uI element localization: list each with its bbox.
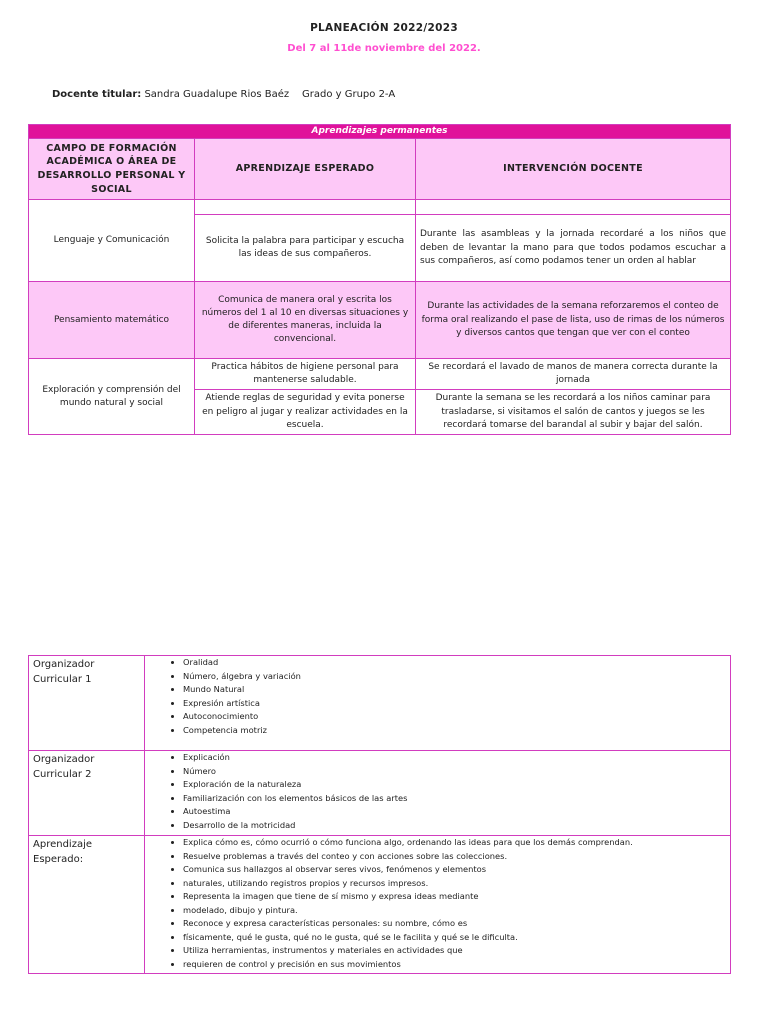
cell-intervencion: Durante la semana se les recordará a los niños caminar para trasladarse, si visitamos el salón de cantos y juegos se les recordará tomarse del barandal al subir y bajar del salón.	[416, 390, 731, 435]
list-item: • Utiliza herramientas, instrumentos y materiales en actividades que	[183, 944, 730, 958]
table-row	[29, 200, 731, 215]
header-intervencion: INTERVENCIÓN DOCENTE	[416, 139, 731, 200]
page-title: PLANEACIÓN 2022/2023	[310, 22, 458, 34]
list-item: • Explica cómo es, cómo ocurrió o cómo funciona algo, ordenando las ideas para que los demás comprendan.	[183, 836, 730, 850]
header-aprendizaje: APRENDIZAJE ESPERADO	[195, 139, 416, 200]
list-item: • Número, álgebra y variación	[183, 670, 730, 684]
row-label: Aprendizaje Esperado:	[29, 836, 145, 974]
list-item: • Desarrollo de la motricidad	[183, 819, 730, 833]
table-row	[29, 656, 731, 751]
bullet-cell	[145, 656, 731, 751]
list-item: • Exploración de la naturaleza	[183, 778, 730, 792]
bullet-list	[145, 656, 730, 737]
list-item: • Autoestima	[183, 805, 730, 819]
cell-campo: Lenguaje y Comunicación	[29, 200, 195, 282]
cell-intervencion: Durante las asambleas y la jornada recordaré a los niños que deben de levantar la mano para que todos podamos escuchar a sus compañeros, así como podamos tener un orden al hablar	[416, 215, 731, 282]
cell-intervencion: Se recordará el lavado de manos de manera correcta durante la jornada	[416, 359, 731, 390]
list-item: • Explicación	[183, 751, 730, 765]
date-range: Del 7 al 11de noviembre del 2022.	[287, 43, 481, 54]
bullet-list	[145, 836, 730, 971]
list-item: • modelado, dibujo y pintura.	[183, 904, 730, 918]
list-item: • Expresión artística	[183, 697, 730, 711]
cell-campo: Exploración y comprensión del mundo natural y social	[29, 359, 195, 435]
list-item: • naturales, utilizando registros propios y recursos impresos.	[183, 877, 730, 891]
bullet-cell	[145, 751, 731, 836]
list-item: • Autoconocimiento	[183, 710, 730, 724]
list-item: • físicamente, qué le gusta, qué no le gusta, qué se le facilita y qué se le dificulta.	[183, 931, 730, 945]
aprendizajes-table	[28, 124, 731, 435]
bullet-cell	[145, 836, 731, 974]
list-item: • Reconoce y expresa características personales: su nombre, cómo es	[183, 917, 730, 931]
docente-name: Sandra Guadalupe Rios Baéz	[144, 89, 290, 100]
cell-aprendizaje: Atiende reglas de seguridad y evita ponerse en peligro al jugar y realizar actividades en la escuela.	[195, 390, 416, 435]
organizadores-table	[28, 655, 731, 974]
cell-blank	[416, 200, 731, 215]
row-label: Organizador Curricular 1	[29, 656, 145, 751]
list-item: • Comunica sus hallazgos al observar seres vivos, fenómenos y elementos	[183, 863, 730, 877]
list-item: • Familiarización con los elementos básicos de las artes	[183, 792, 730, 806]
cell-blank	[195, 200, 416, 215]
row-label: Organizador Curricular 2	[29, 751, 145, 836]
table-banner-row	[29, 125, 731, 139]
table-row	[29, 751, 731, 836]
cell-aprendizaje: Solicita la palabra para participar y escucha las ideas de sus compañeros.	[195, 215, 416, 282]
cell-campo: Pensamiento matemático	[29, 282, 195, 359]
grado-grupo: Grado y Grupo 2-A	[302, 89, 396, 100]
docente-line	[52, 89, 289, 100]
cell-aprendizaje: Comunica de manera oral y escrita los números del 1 al 10 en diversas situaciones y de diferentes maneras, incluida la convencional.	[195, 282, 416, 359]
header-campo: CAMPO DE FORMACIÓN ACADÉMICA O ÁREA DE DESARROLLO PERSONAL Y SOCIAL	[29, 139, 195, 200]
table-header-row	[29, 139, 731, 200]
list-item: • requieren de control y precisión en sus movimientos	[183, 958, 730, 972]
table-row	[29, 836, 731, 974]
list-item: • Resuelve problemas a través del conteo y con acciones sobre las colecciones.	[183, 850, 730, 864]
list-item: • Oralidad	[183, 656, 730, 670]
table-row	[29, 282, 731, 359]
list-item: • Representa la imagen que tiene de sí mismo y expresa ideas mediante	[183, 890, 730, 904]
cell-intervencion: Durante las actividades de la semana reforzaremos el conteo de forma oral realizando el pase de lista, uso de rimas de los números y diversos cantos que tengan que ver con el conteo	[416, 282, 731, 359]
table-banner: Aprendizajes permanentes	[29, 125, 731, 139]
docente-label: Docente titular:	[52, 89, 142, 100]
list-item: • Mundo Natural	[183, 683, 730, 697]
table-row	[29, 359, 731, 390]
list-item: • Competencia motriz	[183, 724, 730, 738]
bullet-list	[145, 751, 730, 832]
cell-aprendizaje: Practica hábitos de higiene personal para mantenerse saludable.	[195, 359, 416, 390]
list-item: • Número	[183, 765, 730, 779]
